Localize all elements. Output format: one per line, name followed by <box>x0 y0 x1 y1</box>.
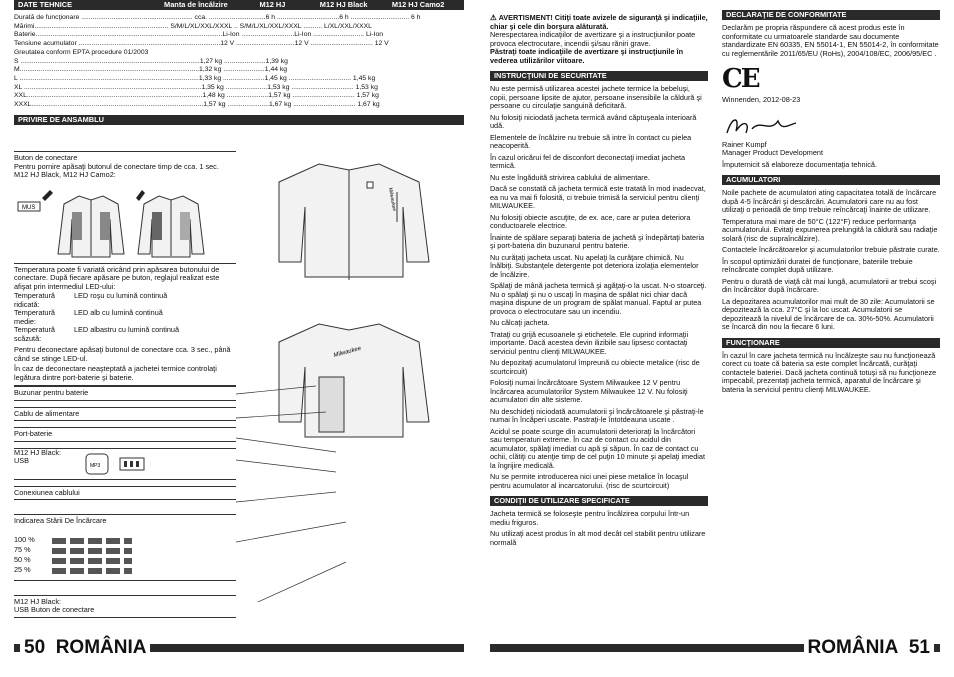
use-list: Jacheta termică se foloseşte pentru încălzirea corpului într-un mediu friguros. Nu utilizaţi acest produs în alt mod decât cel stabilit pentru utilizare normală <box>490 509 706 547</box>
temp-text: Temperatura poate fi variată oricând prin apăsarea butonului de conectare. După fiecare apăsare pe buton, reglajul realizat este afişat prin intermediul LED-ului: <box>14 263 236 292</box>
signature <box>722 111 802 139</box>
tech-row: Durată de funcţionare ........................................................... cca. ..............................6 h .................................6 h ............................... 6 h <box>14 14 421 21</box>
svg-text:MUS: MUS <box>22 204 36 211</box>
charge-row-25: 25 % <box>14 566 236 576</box>
tech-row: S ...............................................................................................1,27 kg ......................1,39 kg <box>14 57 288 65</box>
conformity-header: DECLARAŢIE DE CONFORMITATE <box>722 10 940 20</box>
leader-lines <box>236 382 356 602</box>
svg-text:Milwaukee: Milwaukee <box>387 187 398 212</box>
hand-pointer-icon <box>42 190 53 201</box>
tech-row: Greutatea conform EPTA procedure 01/2003 <box>14 48 149 56</box>
port-label: Port-baterie <box>14 427 236 442</box>
left-page <box>14 0 464 677</box>
temp-table: Temperatură ridicată: LED roşu cu lumină continuă Temperatură medie: LED alb cu lumină continuă Temperatură scăzută: LED albastru cu lumină continuă <box>14 291 180 343</box>
usb-mp3-icon <box>84 452 174 478</box>
connect-button <box>367 182 373 188</box>
jacket-illustrations <box>14 184 236 259</box>
ce-mark: CE <box>722 64 759 94</box>
unexpected-text: În caz de deconectare neaşteptată a jachetei termice controlaţi legătura dintre port-baterie şi baterie. <box>14 365 236 386</box>
middle-column <box>490 0 708 677</box>
accumulator-list: Noile pachete de acumulatori ating capacitatea totală de încărcare după 4-5 încărcări şi descărcări. Acumulatorii care nu au fost utilizaţi o perioadă de timp trebuie reîncărcaţi înainte de utilizare. Temperatura mai mare de 50°C (122°F) reduce performanţa acumulatorului. Evitaţi expunerea prelungită la căldură sau radiaţie solară (risc de supraîncălzire). Contactele încărcătoarelor şi acumulatorilor trebuie păstrate curate. În scopul optimizării duratei de funcţionare, bateriile trebuie reîncărcate complet după utilizare. Pentru o durată de viaţă cât mai lungă, acumulatorii ar trebui scoşi din încărcător după încărcare. La depozitarea acumulatorilor mai mult de 30 zile: Acumulatorii se depozitează la cca. 27°C şi la loc uscat. Acumulatorii se depozitează la nivelul de încărcare de ca. 30%-50%. Acumulatorii se încarcă din nou la fiecare 6 luni. <box>722 188 940 331</box>
place-date: Winnenden, 2012-08-23 <box>722 95 801 104</box>
conformity-text: Declarăm pe propria răspundere că acest produs este în conformitate cu urmatoarele standarde sau documente standardizate EN 60335, EN 55014-1, EN 55014-2, în conformitate cu reglementările 2011/65/EU (RoHs), 2004/108/EC, 2006/95/EC . <box>722 23 939 58</box>
tech-row: L ...............................................................................................1,33 kg ......................1,45 kg ................................. 1,45 kg <box>14 74 376 82</box>
warning-icon: ⚠ <box>490 13 497 22</box>
svg-text:MP3: MP3 <box>90 462 101 469</box>
signer: Rainer Kumpf <box>722 139 767 149</box>
page-number: ROMÂNIA 51 <box>804 637 934 659</box>
tech-row: XL ..............................................................................................1,35 kg ......................1,53 kg ................................. 1,53 kg <box>14 83 378 91</box>
charge-row-50: 50 % <box>14 556 236 566</box>
charge-row-75: 75 % <box>14 546 236 556</box>
page-number: 50 ROMÂNIA <box>20 637 150 659</box>
footer-left <box>14 639 464 663</box>
overview-text <box>14 151 236 386</box>
charge-box: Indicarea Stării De Încărcare 100 % 75 % 50 % 25 % <box>14 514 236 581</box>
tech-row: XXXL...........................................................................................1,57 kg ......................1,67 kg ................................. 1,67 kg <box>14 101 380 109</box>
accumulator-header: ACUMULATORI <box>722 175 940 185</box>
jacket-front <box>279 164 429 277</box>
function-header: FUNCŢIONARE <box>722 338 940 348</box>
disconnect-text: Pentru deconectare apăsaţi butonul de conectare cca. 3 sec., până când se stinge LED-ul. <box>14 345 231 363</box>
part-labels <box>14 382 236 618</box>
safety-list: Nu este permisă utilizarea acestei jachete termice la bebeluşi, copii, persoane lipsite de ajutor, persoane insensibile la căldură şi persoane cu circulaţie sanguină deficitară. Nu folosiţi niciodată jacheta termică având căptuşeala interioară udă. Elementele de încălzire nu trebuie să intre în contact cu pielea neacoperită. În cazul oricărui fel de disconfort deconectaţi imediat jacheta termică. Nu este îngăduită strivirea cablului de alimentare. Dacă se constată că jacheta termică este tratată în mod inadecvat, ea nu va mai fi folosită, ci trebuie trimisă la serviciul pentru clienţi MILWAUKEE. Nu folosiţi obiecte ascuţite, de ex. ace, care ar putea deteriora conductoarele electrice. Înainte de spălare separaţi bateria de jachetă şi îndepărtaţi bateria şi port-bateria din buzunarul pentru baterie. Nu curăţaţi jacheta uscat. Nu apelaţi la curăţare chimică. Nu înălbiţi. Substanţele detergente pot deteriora izolaţia elementelor de încălzire. Spălaţi de mână jacheta termică şi agăţaţi-o la uscat. N-o stoarceţi. Nu o spălaţi şi nu o uscaţi în maşina de spălat nici chiar dacă maşina dispune de un program de spălat manual. Faptul ar putea provoca o electrocutare sau un incendiu. Nu călcaţi jacheta. Trataţi cu grijă ecusoanele şi etichetele. Ele cuprind informaţii importante. Dacă acestea devin ilizibile sau lipsesc contactaţi serviciul pentru clienţi MILWAUKEE. Nu depozitaţi acumulatorul împreună cu obiecte metalice (risc de scurtcircuit) Folosiţi numai încărcătoare System Milwaukee 12 V pentru încărcarea acumulatorilor System Milwaukee 12 V. Nu folosiţi acumulatori din alte sisteme. Nu deschideţi niciodată acumulatorii şi încărcătoarele şi păstraţi-le numai în încăperi uscate. Pastraţi-le întotdeauna uscate . Acidul se poate scurge din acumulatorii deterioraţi la încărcători sau temperaturi extreme. În caz de contact cu acidul din acumulator, spălaţi imediat cu apă şi săpun. În caz de contact cu ochii, clătiţi cu atenţie timp de cel puţin 10 minute şi apelaţi imediat la îngrijire medicală. Nu se permite introducerea nici unei piese metalice în locaşul pentru acumulator al incarcatorului. (risc de scurtcircuit) <box>490 84 707 490</box>
usb-box: M12 HJ Black: USB MP3 <box>14 448 236 480</box>
authorized: Împuternicit să elaboreze documentaţia tehnică. <box>722 159 877 169</box>
tech-row: XXL.............................................................................................1,48 kg ......................1,57 kg ................................. 1,57 kg <box>14 92 379 100</box>
cable-label: Cablu de alimentare <box>14 407 236 422</box>
hand-pointer-icon <box>136 190 145 201</box>
button-text: Buton de conectare Pentru pornire apăsaţi butonul de conectare timp de cca. 1 sec. M12 HJ Black, M12 HJ Camo2: <box>14 151 236 180</box>
tech-row: Baterie...................................................................................................Li-Ion ............................Li-Ion ........................... Li-Ion <box>14 31 384 39</box>
connection-label: Conexiunea cablului <box>14 486 236 501</box>
use-header: CONDIŢII DE UTILIZARE SPECIFICATE <box>490 496 708 506</box>
tech-row: M...............................................................................................1,32 kg ......................1,44 kg <box>14 66 288 74</box>
tech-row: Mărimi....................................................................... S/M/L/XL/XXL/XXXL .. S/M/L/XL/XXL/XXXL .......... L/XL/XXL/XXXL <box>14 22 372 30</box>
function-text: În cazul în care jacheta termică nu încălzeşte sau nu funcţionează corect cu toate că bateria sa este complet încărcată, curăţaţi contactele bateriei. Dacă jacheta continuă totuşi să nu funcţioneze impecabil, prezentaţi jacheta termică, aparatul de încărcare şi bateria la serviciul pentru clienţi MILWAUKEE. <box>722 350 937 394</box>
tech-data-header: DATE TEHNICE Manta de încălzire M12 HJ M12 HJ Black M12 HJ Camo2 <box>14 0 464 10</box>
tech-data-table <box>14 14 464 110</box>
charge-row-100: 100 % <box>14 536 236 546</box>
pocket-label: Buzunar pentru baterie <box>14 386 236 401</box>
signer-title: Manager Product Development <box>722 148 823 157</box>
footer-right <box>490 639 940 663</box>
overview-header: PRIVIRE DE ANSAMBLU <box>14 115 464 125</box>
svg-text:Milwaukee: Milwaukee <box>332 345 362 359</box>
safety-header: INSTRUCŢIUNI DE SECURITATE <box>490 71 708 81</box>
warning-block: ⚠ AVERTISMENT! Citiţi toate avizele de siguranţă şi indicaţiile, chiar şi cele din borşura alăturată. Nerespectarea indicaţiilor de avertizare şi a instrucţiunilor poate provoca electrocutare, incendii şi/sau răniri grave. Păstraţi toate indicaţiile de avertizare şi instrucţiunile în vederea utilizărilor viitoare. <box>490 13 708 65</box>
tech-row: Tensiune acumulator ...........................................................................12 V ...............................12 V ................................. 12 V <box>14 40 389 48</box>
right-column <box>722 0 940 677</box>
usb-button-box: M12 HJ Black: USB Buton de conectare <box>14 595 236 618</box>
